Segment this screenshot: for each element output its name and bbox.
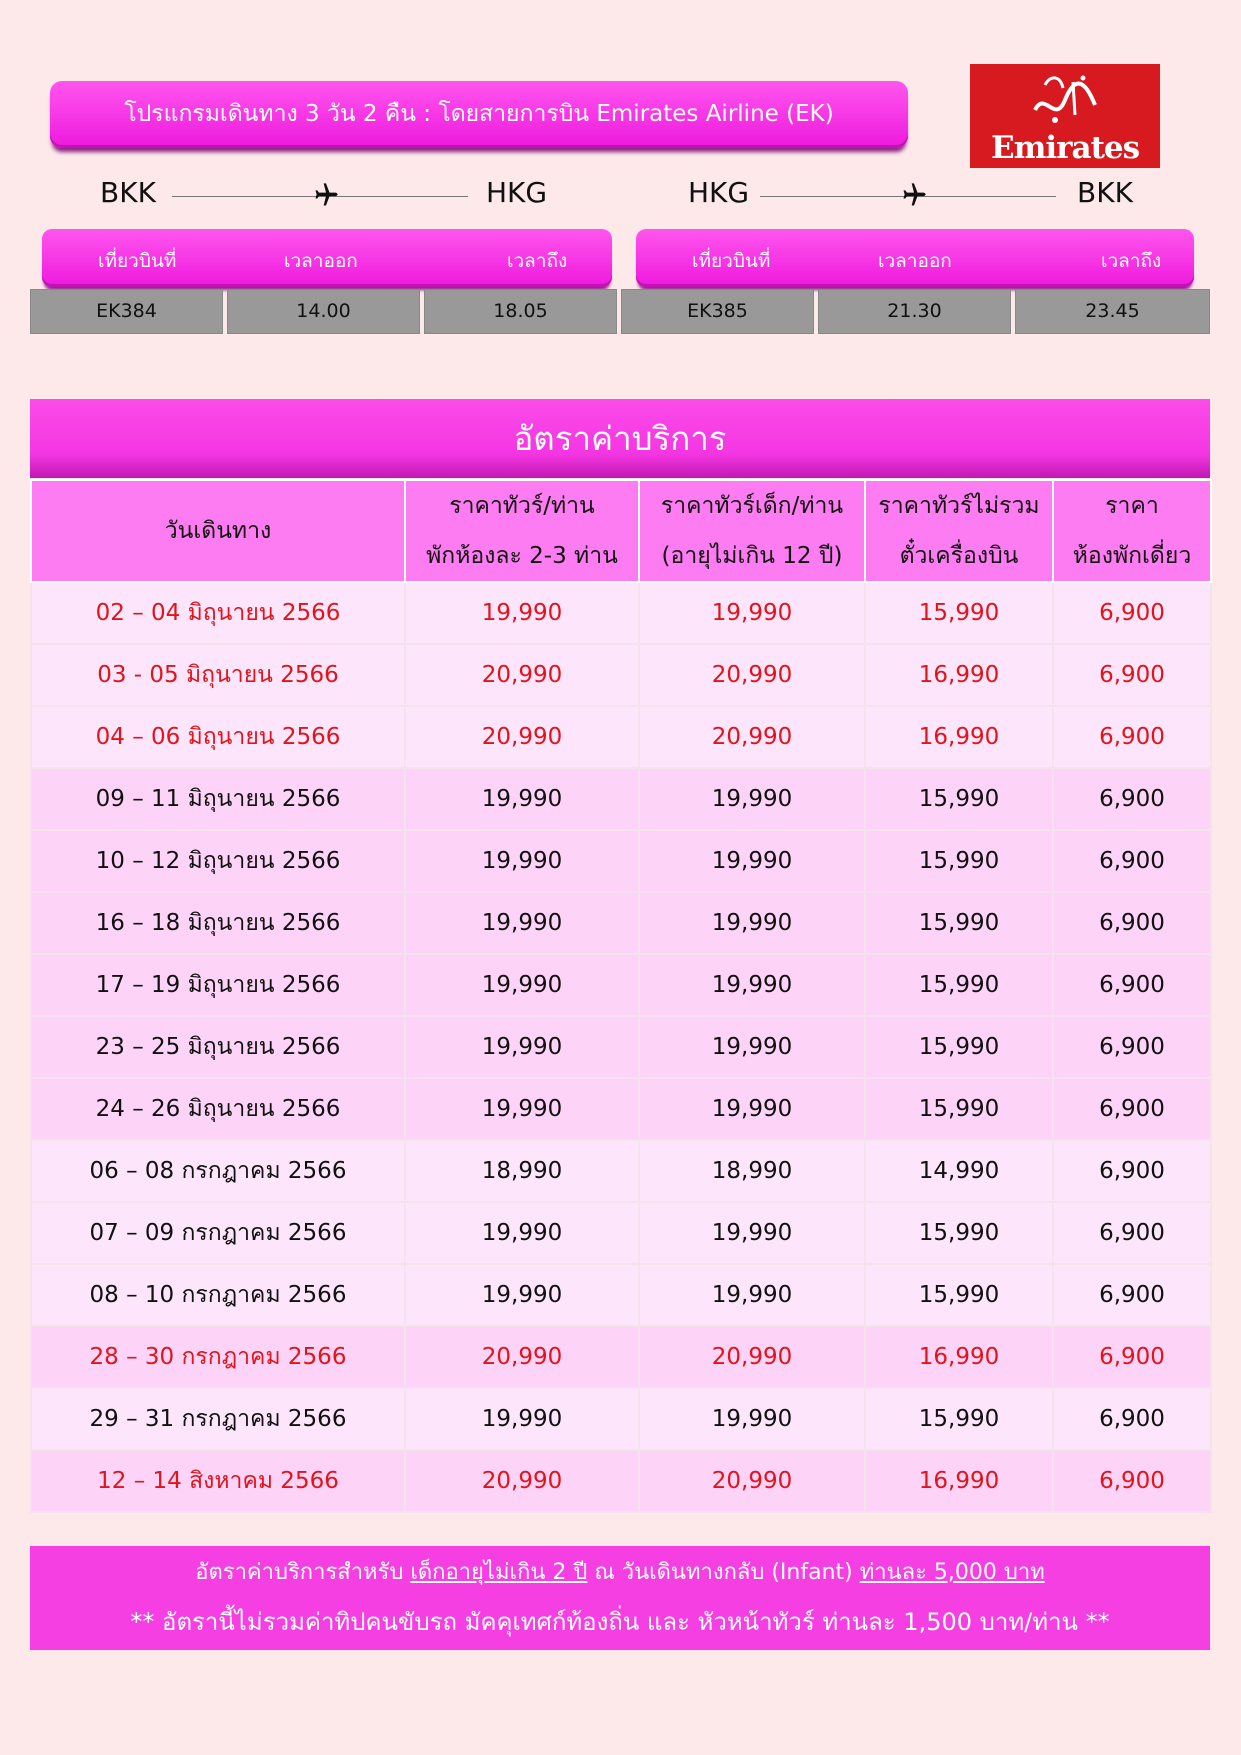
rates-title: อัตราค่าบริการ	[30, 399, 1210, 478]
flight-times-row	[30, 289, 1210, 334]
no-ticket-price: 15,990	[865, 1016, 1053, 1078]
column-header-adult: ราคาทัวร์/ท่าน พักห้องละ 2-3 ท่าน	[405, 480, 639, 582]
adult-price: 19,990	[405, 768, 639, 830]
table-row	[31, 954, 1211, 1016]
travel-date: 17 – 19 มิถุนายน 2566	[31, 954, 405, 1016]
single-room-price: 6,900	[1053, 1140, 1211, 1202]
adult-price: 20,990	[405, 1326, 639, 1388]
no-ticket-price: 16,990	[865, 1326, 1053, 1388]
travel-date: 10 – 12 มิถุนายน 2566	[31, 830, 405, 892]
rates-header-row	[31, 480, 1211, 582]
travel-date: 08 – 10 กรกฎาคม 2566	[31, 1264, 405, 1326]
column-header-no-ticket: ราคาทัวร์ไม่รวม ตั๋วเครื่องบิน	[865, 480, 1053, 582]
table-row	[31, 1140, 1211, 1202]
adult-price: 19,990	[405, 830, 639, 892]
table-row	[31, 768, 1211, 830]
rates-table	[30, 479, 1212, 1513]
child-price: 20,990	[639, 644, 865, 706]
column-header-single: ราคา ห้องพักเดี่ยว	[1053, 480, 1211, 582]
travel-date: 04 – 06 มิถุนายน 2566	[31, 706, 405, 768]
single-room-price: 6,900	[1053, 582, 1211, 644]
table-row	[31, 706, 1211, 768]
child-price: 20,990	[639, 1326, 865, 1388]
destination-code: HKG	[486, 176, 548, 209]
destination-code: BKK	[1077, 176, 1133, 209]
adult-price: 19,990	[405, 1016, 639, 1078]
travel-date: 06 – 08 กรกฎาคม 2566	[31, 1140, 405, 1202]
adult-price: 19,990	[405, 1264, 639, 1326]
program-title: โปรแกรมเดินทาง 3 วัน 2 คืน : โดยสายการบิน Emirates Airline (EK)	[50, 81, 908, 148]
single-room-price: 6,900	[1053, 1016, 1211, 1078]
outbound-flight-number: EK384	[30, 289, 223, 334]
travel-date: 28 – 30 กรกฎาคม 2566	[31, 1326, 405, 1388]
child-price: 19,990	[639, 1202, 865, 1264]
adult-price: 18,990	[405, 1140, 639, 1202]
origin-code: BKK	[100, 176, 156, 209]
infant-rate-note: อัตราค่าบริการสำหรับ เด็กอายุไม่เกิน 2 ปี ณ วันเดินทางกลับ (Infant) ท่านละ 5,000 บาท	[195, 1560, 1045, 1585]
single-room-price: 6,900	[1053, 1388, 1211, 1450]
adult-price: 20,990	[405, 1450, 639, 1512]
outbound-depart-time: 14.00	[227, 289, 420, 334]
adult-price: 20,990	[405, 644, 639, 706]
table-row	[31, 1016, 1211, 1078]
no-ticket-price: 15,990	[865, 1388, 1053, 1450]
single-room-price: 6,900	[1053, 1202, 1211, 1264]
single-room-price: 6,900	[1053, 706, 1211, 768]
rates-footer	[30, 1546, 1210, 1650]
no-ticket-price: 15,990	[865, 582, 1053, 644]
outbound-arrive-time: 18.05	[424, 289, 617, 334]
table-row	[31, 1450, 1211, 1512]
table-row	[31, 1326, 1211, 1388]
single-room-price: 6,900	[1053, 1078, 1211, 1140]
single-room-price: 6,900	[1053, 954, 1211, 1016]
inbound-depart-time: 21.30	[818, 289, 1011, 334]
table-row	[31, 830, 1211, 892]
adult-price: 19,990	[405, 582, 639, 644]
travel-date: 29 – 31 กรกฎาคม 2566	[31, 1388, 405, 1450]
arrive-time-header: เวลาถึง	[1101, 250, 1162, 272]
child-price: 19,990	[639, 1388, 865, 1450]
column-header-date: วันเดินทาง	[31, 480, 405, 582]
child-price: 20,990	[639, 706, 865, 768]
no-ticket-price: 15,990	[865, 892, 1053, 954]
adult-price: 19,990	[405, 1078, 639, 1140]
travel-date: 16 – 18 มิถุนายน 2566	[31, 892, 405, 954]
travel-date: 12 – 14 สิงหาคม 2566	[31, 1450, 405, 1512]
outbound-route	[100, 176, 560, 216]
single-room-price: 6,900	[1053, 830, 1211, 892]
emirates-logo	[970, 64, 1160, 168]
no-ticket-price: 15,990	[865, 830, 1053, 892]
flight-number-header: เที่ยวบินที่	[98, 250, 177, 272]
table-row	[31, 892, 1211, 954]
child-price: 19,990	[639, 1264, 865, 1326]
adult-price: 20,990	[405, 706, 639, 768]
travel-date: 03 - 05 มิถุนายน 2566	[31, 644, 405, 706]
no-ticket-price: 15,990	[865, 768, 1053, 830]
table-row	[31, 1202, 1211, 1264]
adult-price: 19,990	[405, 954, 639, 1016]
outbound-flight-header	[42, 229, 612, 287]
logo-wordmark: Emirates	[990, 130, 1140, 166]
travel-date: 24 – 26 มิถุนายน 2566	[31, 1078, 405, 1140]
child-price: 19,990	[639, 892, 865, 954]
adult-price: 19,990	[405, 1202, 639, 1264]
adult-price: 19,990	[405, 892, 639, 954]
child-price: 18,990	[639, 1140, 865, 1202]
no-ticket-price: 15,990	[865, 1202, 1053, 1264]
single-room-price: 6,900	[1053, 1326, 1211, 1388]
travel-date: 09 – 11 มิถุนายน 2566	[31, 768, 405, 830]
inbound-flight-number: EK385	[621, 289, 814, 334]
single-room-price: 6,900	[1053, 768, 1211, 830]
child-price: 19,990	[639, 954, 865, 1016]
column-header-child: ราคาทัวร์เด็ก/ท่าน (อายุไม่เกิน 12 ปี)	[639, 480, 865, 582]
single-room-price: 6,900	[1053, 1450, 1211, 1512]
depart-time-header: เวลาออก	[878, 250, 952, 272]
depart-time-header: เวลาออก	[284, 250, 358, 272]
inbound-route	[688, 176, 1148, 216]
no-ticket-price: 16,990	[865, 644, 1053, 706]
origin-code: HKG	[688, 176, 750, 209]
airplane-icon	[900, 180, 928, 210]
single-room-price: 6,900	[1053, 1264, 1211, 1326]
airplane-icon	[312, 180, 340, 210]
table-row	[31, 1264, 1211, 1326]
no-ticket-price: 16,990	[865, 1450, 1053, 1512]
table-row	[31, 644, 1211, 706]
child-price: 19,990	[639, 830, 865, 892]
inbound-arrive-time: 23.45	[1015, 289, 1210, 334]
no-ticket-price: 16,990	[865, 706, 1053, 768]
single-room-price: 6,900	[1053, 644, 1211, 706]
single-room-price: 6,900	[1053, 892, 1211, 954]
emirates-calligraphy-icon	[1025, 70, 1105, 130]
child-price: 19,990	[639, 1078, 865, 1140]
tip-note: ** อัตรานี้ไม่รวมค่าทิปคนขับรถ มัคคุเทศก์ท้องถิ่น และ หัวหน้าทัวร์ ท่านละ 1,500 บาท/ท่าน **	[130, 1608, 1110, 1636]
table-row	[31, 1388, 1211, 1450]
no-ticket-price: 15,990	[865, 1264, 1053, 1326]
travel-date: 02 – 04 มิถุนายน 2566	[31, 582, 405, 644]
child-price: 20,990	[639, 1450, 865, 1512]
travel-date: 07 – 09 กรกฎาคม 2566	[31, 1202, 405, 1264]
child-price: 19,990	[639, 768, 865, 830]
no-ticket-price: 15,990	[865, 1078, 1053, 1140]
arrive-time-header: เวลาถึง	[507, 250, 568, 272]
flight-number-header: เที่ยวบินที่	[692, 250, 771, 272]
no-ticket-price: 15,990	[865, 954, 1053, 1016]
no-ticket-price: 14,990	[865, 1140, 1053, 1202]
rates-body	[31, 582, 1211, 1512]
table-row	[31, 1078, 1211, 1140]
child-price: 19,990	[639, 1016, 865, 1078]
adult-price: 19,990	[405, 1388, 639, 1450]
inbound-flight-header	[636, 229, 1194, 287]
travel-date: 23 – 25 มิถุนายน 2566	[31, 1016, 405, 1078]
child-price: 19,990	[639, 582, 865, 644]
table-row	[31, 582, 1211, 644]
